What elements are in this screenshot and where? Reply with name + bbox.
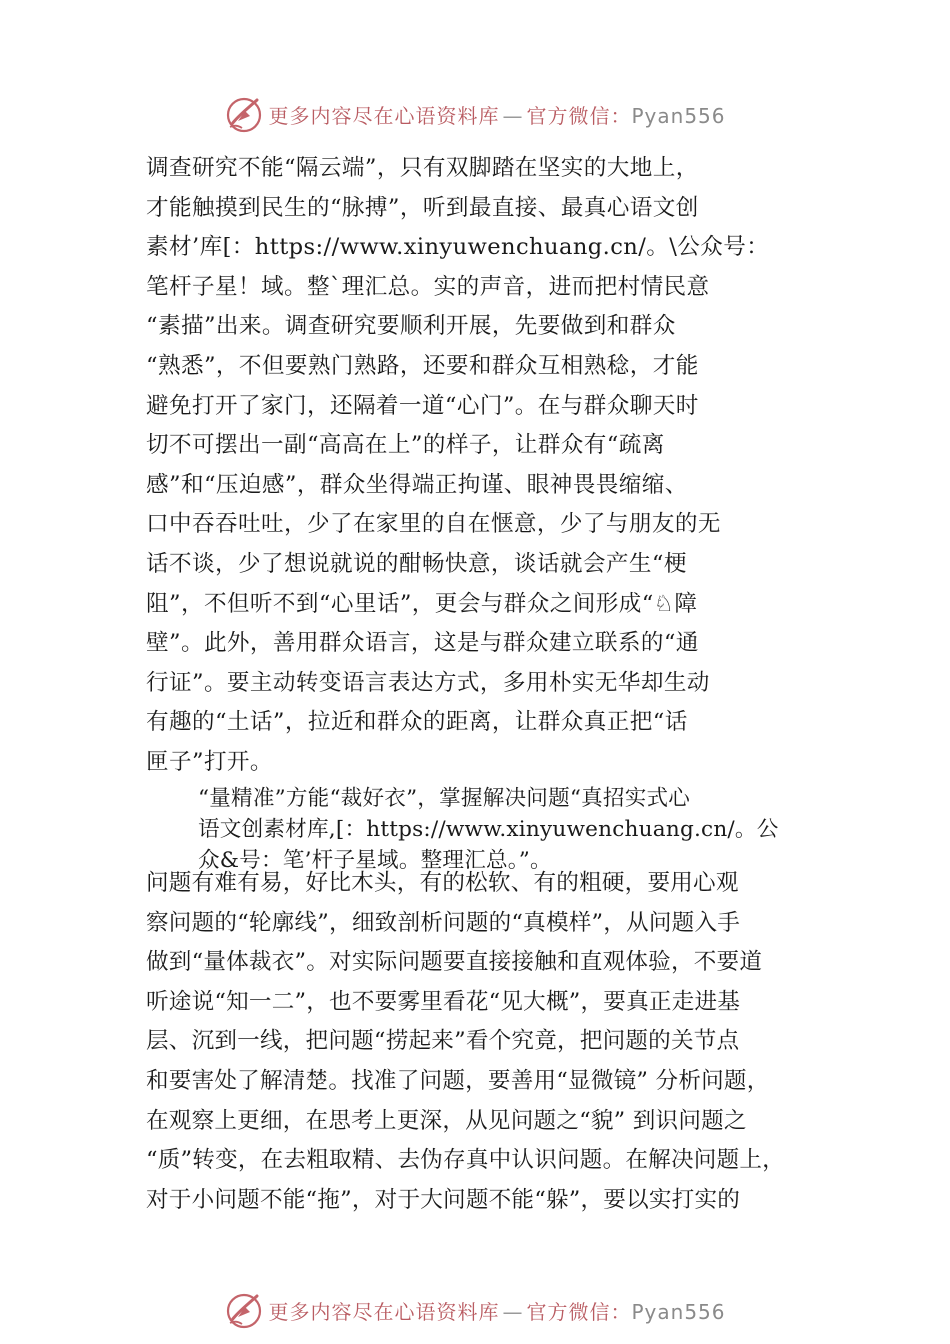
quote-line: 语文创素材库,[：https://www.xinyuwenchuang.cn/。公 bbox=[198, 817, 779, 842]
text-line: 和要害处了解清楚。找准了问题，要善用“显微镜” 分析问题， bbox=[146, 1067, 770, 1094]
header-wechat-label: 官方微信： bbox=[526, 103, 632, 128]
text-line: 有趣的“土话”，拉近和群众的距离，让群众真正把“话 bbox=[146, 709, 688, 736]
text-line: 话不谈，少了想说就说的酣畅快意，谈话就会产生“梗 bbox=[146, 550, 687, 577]
header-banner-text bbox=[268, 100, 725, 129]
text-line: “素描”出来。调查研究要顺利开展，先要做到和群众 bbox=[146, 313, 676, 340]
text-line: 对于小问题不能“拖”，对于大问题不能“躲”，要以实打实的 bbox=[146, 1186, 741, 1213]
body-paragraph-2 bbox=[146, 864, 836, 1220]
text-line: 问题有难有易，好比木头，有的松软、有的粗硬，要用心观 bbox=[146, 870, 739, 896]
text-line: 口中吞吞吐吐，少了在家里的自在惬意，少了与朋友的无 bbox=[146, 511, 721, 538]
footer-banner-text bbox=[268, 1296, 725, 1325]
text-line: 听途说“知一二”，也不要雾里看花“见大概”，要真正走进基 bbox=[146, 988, 741, 1015]
text-line: 感”和“压迫感”，群众坐得端正拘谨、眼神畏畏缩缩、 bbox=[146, 471, 688, 498]
text-line: 在观察上更细，在思考上更深，从见问题之“貌” 到识问题之 bbox=[146, 1107, 747, 1134]
text-line: 壁”。此外，善用群众语言，这是与群众建立联系的“通 bbox=[146, 630, 699, 657]
pen-logo-icon bbox=[224, 1290, 264, 1330]
header-separator: — bbox=[502, 103, 524, 128]
text-line: 做到“量体裁衣”。对实际问题要直接接触和直观体验，不要道 bbox=[146, 949, 763, 976]
header-title: 更多内容尽在心语资料库 bbox=[268, 103, 500, 128]
text-line: “质”转变，在去粗取精、去伪存真中认识问题。在解决问题上， bbox=[146, 1147, 785, 1174]
text-line: 察问题的“轮廓线”，细致剖析问题的“真模样”，从问题入手 bbox=[146, 909, 741, 936]
text-line: “熟悉”，不但要熟门熟路，还要和群众互相熟稔，才能 bbox=[146, 352, 699, 379]
footer-banner bbox=[0, 1288, 950, 1332]
header-wechat-id: Pyan556 bbox=[631, 103, 726, 128]
header-banner bbox=[0, 92, 950, 136]
text-line: 才能触摸到民生的“脉搏”，听到最直接、最真心语文创 bbox=[146, 194, 699, 221]
text-line: 阻”，不但听不到“心里话”，更会与群众之间形成“♘障 bbox=[146, 590, 698, 617]
text-line: 素材’库[：https://www.xinyuwenchuang.cn/。\公众号： bbox=[146, 234, 770, 261]
text-line: 调查研究不能“隔云端”，只有双脚踏在坚实的大地上， bbox=[146, 155, 699, 181]
text-line: 匣子”打开。 bbox=[146, 748, 273, 775]
quote-block bbox=[198, 783, 838, 876]
footer-separator: — bbox=[502, 1299, 524, 1324]
text-line: 避免打开了家门，还隔着一道“心门”。在与群众聊天时 bbox=[146, 392, 699, 419]
footer-title: 更多内容尽在心语资料库 bbox=[268, 1299, 500, 1324]
quote-line: “量精准”方能“裁好衣”，掌握解决问题“真招实式心 bbox=[198, 786, 691, 811]
text-line: 切不可摆出一副“高高在上”的样子，让群众有“疏离 bbox=[146, 432, 665, 459]
text-line: 层、沉到一线，把问题“捞起来”看个究竟，把问题的关节点 bbox=[146, 1028, 740, 1055]
text-line: 行证”。要主动转变语言表达方式，多用朴实无华却生动 bbox=[146, 669, 710, 696]
quote-line: 众&号：笔’杆子星域。整理汇总。”。 bbox=[198, 848, 552, 873]
text-line: 笔杆子星！域。整`理汇总。实的声音，进而把村情民意 bbox=[146, 273, 710, 300]
footer-wechat-label: 官方微信： bbox=[526, 1299, 632, 1324]
body-paragraph-1 bbox=[146, 149, 836, 783]
pen-logo-icon bbox=[224, 94, 264, 134]
footer-wechat-id: Pyan556 bbox=[631, 1299, 726, 1324]
